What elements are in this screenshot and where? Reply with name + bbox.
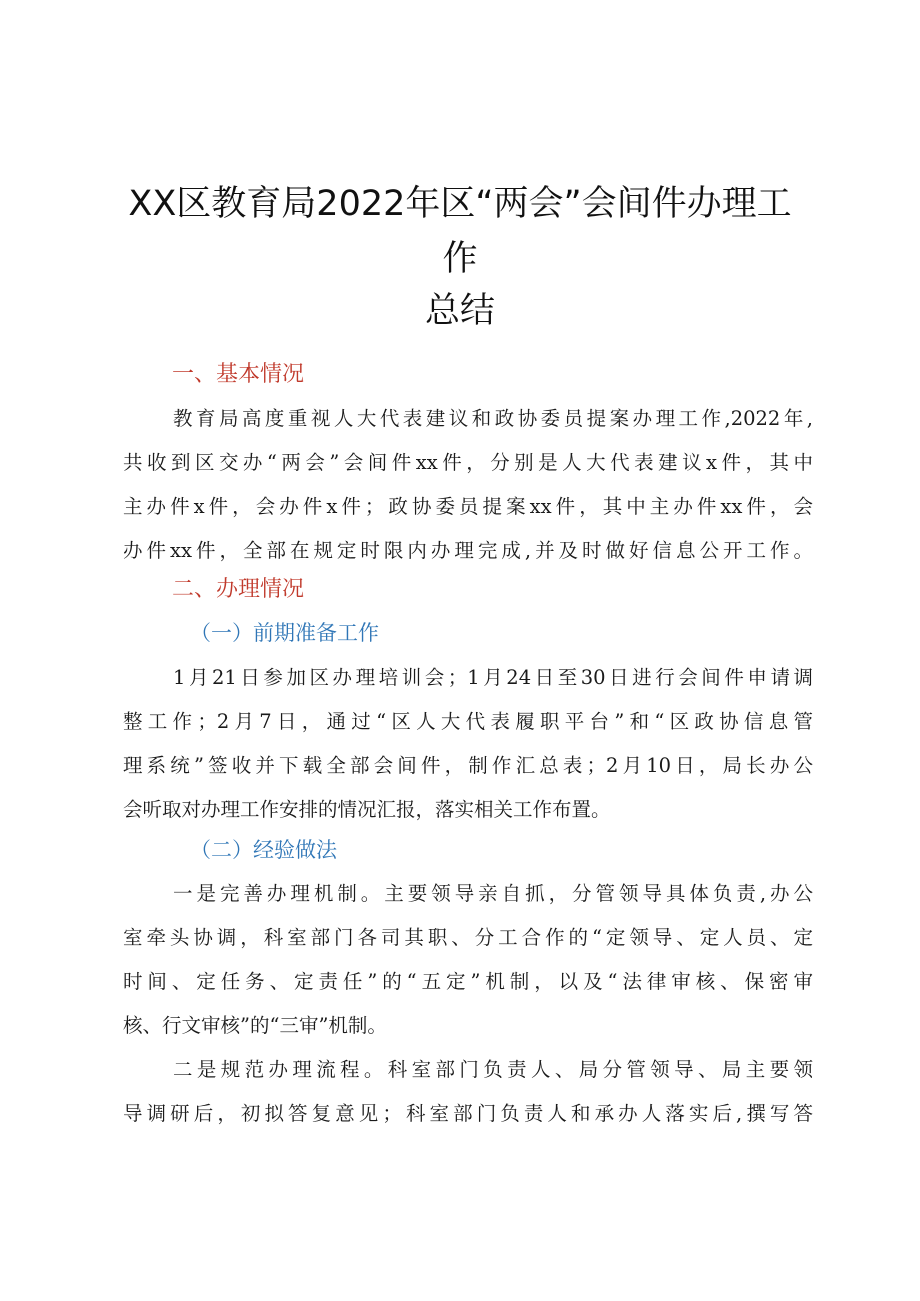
paragraph-line: 导调研后，初拟答复意见；科室部门负责人和承办人落实后,撰写答 bbox=[123, 1102, 813, 1125]
paragraph-line: 会听取对办理工作安排的情况汇报，落实相关工作布置。 bbox=[123, 798, 611, 821]
paragraph-line: 室牵头协调，科室部门各司其职、分工合作的“定领导、定人员、定 bbox=[123, 926, 813, 949]
paragraph-line: 共收到区交办“两会”会间件xx件，分别是人大代表建议x件，其中 bbox=[123, 451, 813, 474]
paragraph-line: 二是规范办理流程。科室部门负责人、局分管领导、局主要领 bbox=[173, 1058, 813, 1081]
paragraph-line: 理系统”签收并下载全部会间件，制作汇总表；2月10日，局长办公 bbox=[123, 754, 813, 777]
document-title-line-1: XX区教育局2022年区“两会”会间件办理工 bbox=[128, 184, 792, 224]
subsection-1-paragraph bbox=[123, 656, 813, 832]
section-heading-basic-situation: 一、基本情况 bbox=[172, 362, 305, 387]
section-1-paragraph bbox=[123, 397, 813, 573]
paragraph-line: 时间、定任务、定责任”的“五定”机制，以及“法律审核、保密审 bbox=[123, 970, 813, 993]
paragraph-line: 核、行文审核”的“三审”机制。 bbox=[123, 1014, 387, 1037]
subsection-2-paragraph-1 bbox=[123, 872, 813, 1048]
paragraph-line: 主办件x件，会办件x件；政协委员提案xx件，其中主办件xx件，会 bbox=[123, 495, 813, 518]
section-heading-handling-situation: 二、办理情况 bbox=[172, 577, 305, 602]
subsection-2-paragraph-2 bbox=[123, 1048, 813, 1136]
paragraph-line: 教育局高度重视人大代表建议和政协委员提案办理工作,2022年, bbox=[173, 407, 813, 430]
paragraph-line: 一是完善办理机制。主要领导亲自抓，分管领导具体负责,办公 bbox=[173, 882, 813, 905]
paragraph-line: 整工作；2月7日，通过“区人大代表履职平台”和“区政协信息管 bbox=[123, 710, 813, 733]
subsection-heading-experience: （二）经验做法 bbox=[190, 838, 337, 862]
document-title-line-2: 作 bbox=[442, 239, 478, 279]
document-title-line-3: 总结 bbox=[424, 291, 495, 331]
paragraph-line: 1月21日参加区办理培训会；1月24日至30日进行会间件申请调 bbox=[173, 666, 813, 689]
paragraph-line: 办件xx件，全部在规定时限内办理完成,并及时做好信息公开工作。 bbox=[123, 539, 813, 562]
subsection-heading-preparation: （一）前期准备工作 bbox=[190, 621, 379, 645]
